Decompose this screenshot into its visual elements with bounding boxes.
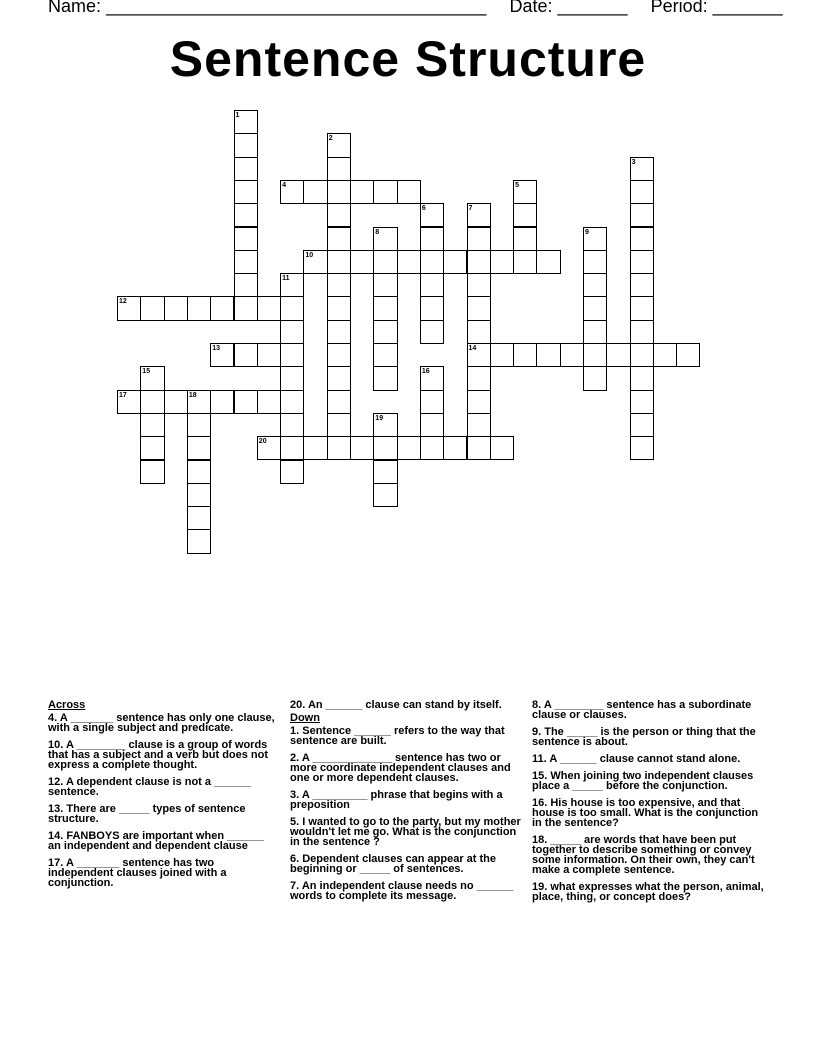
cell-number: 10 (305, 251, 314, 259)
crossword-cell[interactable] (280, 436, 304, 460)
cell-number: 1 (235, 112, 240, 119)
crossword-cell[interactable] (327, 413, 351, 437)
clue-item (532, 771, 768, 791)
clue-number: 12. (48, 776, 66, 788)
crossword-cell[interactable] (583, 343, 607, 367)
cell-number: 13 (212, 345, 220, 352)
cell-number: 8 (375, 228, 380, 236)
clue-item (48, 713, 276, 733)
crossword-cell[interactable] (373, 343, 397, 367)
crossword-cell[interactable] (443, 250, 467, 274)
crossword-cell[interactable] (187, 483, 211, 507)
crossword-cell[interactable] (676, 343, 700, 367)
crossword-cell[interactable] (443, 436, 467, 460)
crossword-cell[interactable] (327, 296, 351, 320)
crossword-cell[interactable] (350, 250, 374, 274)
clue-item (48, 858, 276, 888)
clue-item (532, 798, 768, 828)
cell-number: 14 (468, 345, 477, 352)
down-heading: Down (290, 712, 320, 724)
crossword-cell[interactable] (234, 296, 258, 320)
cell-number: 9 (585, 228, 589, 236)
clue-number: 8. (532, 699, 544, 711)
crossword-cell[interactable] (280, 296, 304, 320)
crossword-cell[interactable] (467, 413, 491, 437)
crossword-cell[interactable] (327, 343, 351, 367)
crossword-cell[interactable] (373, 273, 397, 297)
clue-number: 2. (290, 752, 302, 764)
clue-item (290, 854, 525, 874)
cell-number: 6 (421, 205, 426, 213)
crossword-cell[interactable] (327, 250, 351, 274)
clue-item (290, 817, 525, 847)
crossword-cell[interactable] (187, 296, 211, 320)
crossword-cell[interactable] (420, 250, 444, 274)
crossword-cell[interactable] (490, 250, 514, 274)
cell-number: 19 (375, 414, 384, 422)
clue-item (532, 882, 768, 902)
crossword-cell[interactable] (420, 320, 444, 344)
clue-number: 13. (48, 803, 67, 815)
cell-number: 5 (515, 181, 519, 189)
crossword-cell[interactable] (583, 366, 607, 390)
crossword-cell[interactable] (327, 366, 351, 390)
clue-number: 6. (290, 853, 303, 865)
cell-number: 12 (119, 298, 127, 306)
crossword-cell[interactable] (234, 157, 258, 181)
crossword-cell[interactable] (630, 180, 654, 204)
crossword-cell[interactable] (420, 273, 444, 297)
crossword-cell[interactable] (280, 460, 304, 484)
crossword-cell[interactable] (373, 460, 397, 484)
crossword-cell[interactable] (373, 296, 397, 320)
clue-text: A _______ sentence has two independent clauses joined with a conjunction. (48, 857, 227, 889)
crossword-cell[interactable] (280, 390, 304, 414)
crossword-cell[interactable] (327, 227, 351, 251)
crossword-cell[interactable] (140, 296, 164, 320)
clue-number: 4. (48, 712, 60, 724)
crossword-cell[interactable] (630, 343, 654, 367)
clue-text: FANBOYS are important when ______ an independent and dependent clause (48, 830, 264, 852)
crossword-cell[interactable] (373, 483, 397, 507)
crossword-cell[interactable] (630, 366, 654, 390)
crossword-cell[interactable] (280, 366, 304, 390)
crossword-cell[interactable] (140, 390, 164, 414)
clue-text: A ______ clause cannot stand alone. (549, 753, 741, 765)
clue-item (532, 754, 768, 764)
clue-text: An ______ clause can stand by itself. (307, 699, 502, 711)
crossword-cell[interactable] (257, 390, 281, 414)
crossword-cell[interactable] (164, 296, 188, 320)
clue-text: When joining two independent clauses place a _____ before the conjunction. (532, 770, 754, 792)
crossword-cell[interactable] (630, 436, 654, 460)
cell-number: 15 (142, 368, 151, 376)
crossword-cell[interactable] (373, 180, 397, 204)
crossword-cell[interactable] (234, 390, 258, 414)
crossword-cell[interactable] (630, 273, 654, 297)
crossword-cell[interactable] (234, 203, 258, 227)
clue-text: Dependent clauses can appear at the beginning or _____ of sentences. (290, 853, 497, 875)
crossword-cell[interactable] (350, 436, 374, 460)
clue-number: 1. (290, 725, 303, 737)
crossword-cell[interactable] (467, 250, 491, 274)
crossword-cell[interactable] (303, 436, 327, 460)
crossword-cell[interactable] (560, 343, 584, 367)
clue-item (48, 740, 276, 770)
page-title: Sentence Structure (169, 31, 647, 87)
clue-text: A _______ sentence has only one clause, with a single subject and predicate. (48, 712, 275, 734)
clue-number: 14. (48, 830, 67, 842)
crossword-cell[interactable] (280, 320, 304, 344)
crossword-cell[interactable] (420, 296, 444, 320)
crossword-cell[interactable] (420, 436, 444, 460)
clues-column-1 (48, 700, 276, 895)
clue-text: A _____________ sentence has two or more coordinate independent clauses and one or more dependent clauses. (290, 752, 511, 784)
clue-text: A ________ clause is a group of words that has a subject and a verb but does not express a complete thought. (48, 739, 269, 771)
crossword-cell[interactable] (303, 180, 327, 204)
cell-number: 17 (119, 391, 127, 399)
clues-column-2 (290, 700, 525, 908)
crossword-cell[interactable] (280, 343, 304, 367)
cell-number: 3 (631, 158, 636, 166)
clue-number: 15. (532, 770, 551, 782)
crossword-cell[interactable] (420, 390, 444, 414)
crossword-cell[interactable] (397, 436, 421, 460)
name-field[interactable]: Name: ______________________________________ (48, 0, 487, 16)
crossword-cell[interactable] (373, 320, 397, 344)
crossword-cell[interactable] (606, 343, 630, 367)
cell-number: 2 (328, 135, 333, 143)
crossword-cell[interactable] (140, 436, 164, 460)
clue-text: _____ are words that have been put together to describe something or convey some information. On their own, they can't make a complete sentence. (532, 834, 755, 876)
clue-text: A dependent clause is not a ______ sentence. (48, 776, 251, 798)
crossword-cell[interactable] (467, 390, 491, 414)
crossword-cell[interactable] (467, 436, 491, 460)
crossword-cell[interactable] (536, 250, 560, 274)
clue-number: 9. (532, 726, 545, 738)
date-field[interactable]: Date: _______ (509, 0, 628, 16)
clue-text: I wanted to go to the party, but my mother wouldn't let me go. What is the conjunction in the sentence ? (290, 816, 521, 848)
crossword-cell[interactable] (630, 320, 654, 344)
clue-item (290, 700, 525, 710)
crossword-cell[interactable] (234, 273, 258, 297)
crossword-cell[interactable] (234, 133, 258, 157)
crossword-cell[interactable] (327, 180, 351, 204)
crossword-cell[interactable] (234, 343, 258, 367)
crossword-cell[interactable] (350, 180, 374, 204)
cell-number: 4 (282, 181, 286, 189)
clue-text: His house is too expensive, and that house is too small. What is the conjunction in the sentence? (532, 797, 759, 829)
crossword-cell[interactable] (234, 250, 258, 274)
clue-number: 7. (290, 880, 302, 892)
crossword-cell[interactable] (536, 343, 560, 367)
crossword-cell[interactable] (210, 390, 234, 414)
crossword-cell[interactable] (513, 343, 537, 367)
crossword-cell[interactable] (164, 390, 188, 414)
crossword-cell[interactable] (467, 296, 491, 320)
across-heading: Across (48, 699, 86, 711)
cell-number: 18 (188, 391, 197, 399)
crossword-cell[interactable] (327, 436, 351, 460)
crossword-cell[interactable] (513, 203, 537, 227)
crossword-cell[interactable] (583, 273, 607, 297)
crossword-cell[interactable] (513, 250, 537, 274)
crossword-cell[interactable] (140, 413, 164, 437)
clue-item (48, 804, 276, 824)
clue-item (48, 777, 276, 797)
crossword-cell[interactable] (490, 343, 514, 367)
crossword-cell[interactable] (467, 227, 491, 251)
crossword-cell[interactable] (583, 250, 607, 274)
crossword-cell[interactable] (187, 529, 211, 553)
clue-number: 17. (48, 857, 66, 869)
cell-number: 7 (468, 205, 473, 213)
crossword-cell[interactable] (420, 413, 444, 437)
crossword-cell[interactable] (420, 227, 444, 251)
crossword-cell[interactable] (234, 227, 258, 251)
clue-number: 10. (48, 739, 66, 751)
crossword-cell[interactable] (140, 460, 164, 484)
crossword-cell[interactable] (583, 296, 607, 320)
clue-item (532, 727, 768, 747)
clue-text: A ________ sentence has a subordinate clause or clauses. (532, 699, 752, 721)
crossword-cell[interactable] (397, 180, 421, 204)
cell-number: 20 (258, 438, 267, 446)
crossword-cell[interactable] (467, 320, 491, 344)
crossword-cell[interactable] (467, 273, 491, 297)
clue-item (290, 790, 525, 810)
clue-text: what expresses what the person, animal, place, thing, or concept does? (532, 881, 764, 903)
crossword-cell[interactable] (280, 413, 304, 437)
clue-number: 16. (532, 797, 551, 809)
crossword-cell[interactable] (373, 366, 397, 390)
clue-text: A _________ phrase that begins with a preposition (290, 789, 503, 811)
crossword-cell[interactable] (327, 157, 351, 181)
crossword-cell[interactable] (653, 343, 677, 367)
clue-number: 11. (532, 753, 550, 765)
crossword-cell[interactable] (210, 296, 234, 320)
clue-text: An independent clause needs no ______ words to complete its message. (290, 880, 514, 902)
clue-item (532, 835, 768, 875)
clue-number: 3. (290, 789, 302, 801)
clue-item (290, 753, 525, 783)
crossword-cell[interactable] (630, 390, 654, 414)
crossword-cell[interactable] (327, 320, 351, 344)
crossword-cell[interactable] (397, 250, 421, 274)
crossword-cell[interactable] (187, 460, 211, 484)
clue-text: Sentence ______ refers to the way that sentence are built. (290, 725, 505, 747)
clue-text: The _____ is the person or thing that the sentence is about. (532, 726, 756, 748)
crossword-cell[interactable] (327, 273, 351, 297)
crossword-cell[interactable] (234, 180, 258, 204)
clue-item (48, 831, 276, 851)
crossword-cell[interactable] (187, 506, 211, 530)
crossword-cell[interactable] (327, 203, 351, 227)
clue-text: There are _____ types of sentence structure. (48, 803, 246, 825)
crossword-cell[interactable] (583, 320, 607, 344)
crossword-cell[interactable] (373, 250, 397, 274)
crossword-cell[interactable] (187, 413, 211, 437)
cell-number: 11 (282, 275, 290, 283)
crossword-cell[interactable] (257, 343, 281, 367)
clue-number: 19. (532, 881, 551, 893)
crossword-cell[interactable] (630, 413, 654, 437)
cell-number: 16 (421, 368, 430, 376)
crossword-cell[interactable] (327, 390, 351, 414)
crossword-cell[interactable] (630, 227, 654, 251)
clues-column-3 (532, 700, 768, 909)
crossword-cell[interactable] (373, 436, 397, 460)
clue-number: 5. (290, 816, 303, 828)
crossword-cell[interactable] (630, 250, 654, 274)
crossword-cell[interactable] (630, 203, 654, 227)
period-field[interactable]: Period: _______ (650, 0, 783, 16)
clue-number: 18. (532, 834, 551, 846)
clue-item (532, 700, 768, 720)
crossword-cell[interactable] (630, 296, 654, 320)
crossword-cell[interactable] (257, 296, 281, 320)
crossword-cell[interactable] (490, 436, 514, 460)
crossword-cell[interactable] (467, 366, 491, 390)
clue-item (290, 726, 525, 746)
crossword-cell[interactable] (513, 227, 537, 251)
crossword-cell[interactable] (187, 436, 211, 460)
clue-number: 20. (290, 699, 308, 711)
clue-item (290, 881, 525, 901)
